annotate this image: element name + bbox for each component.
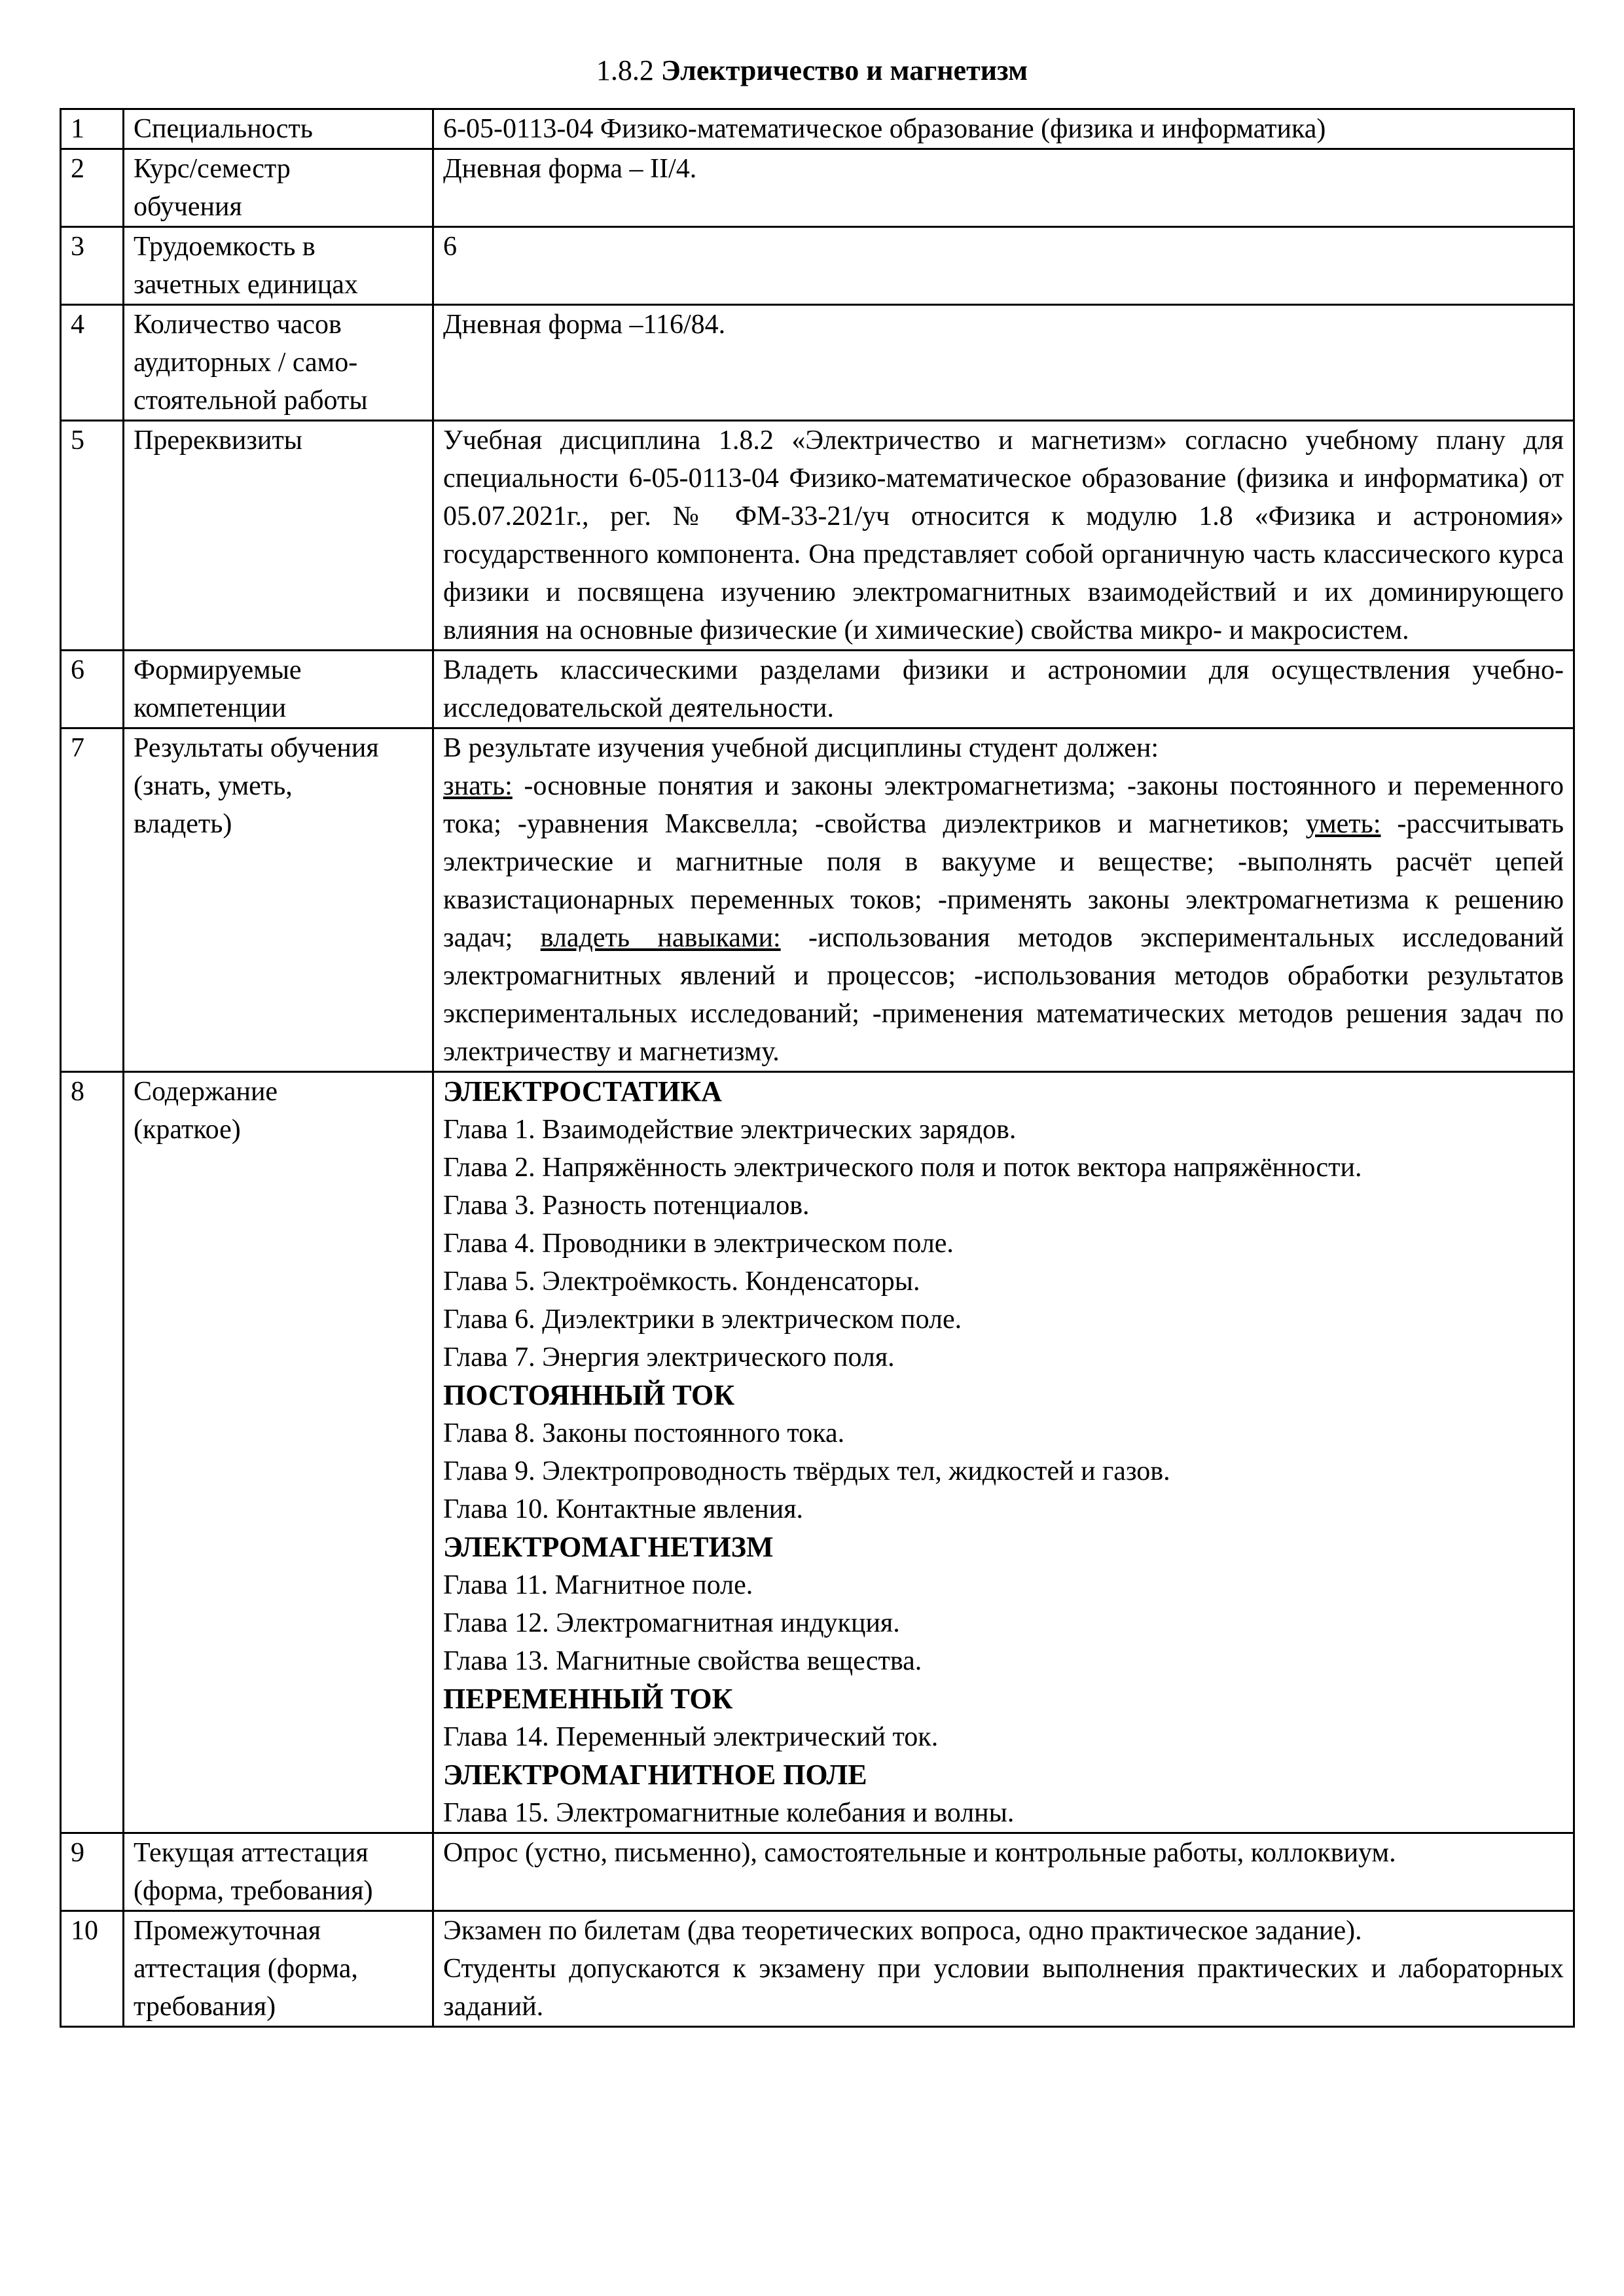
row-number: 7: [61, 728, 124, 1072]
title-number: 1.8.2: [596, 54, 654, 86]
row-label: Текущая аттестация (форма, требования): [124, 1833, 433, 1911]
chapter-item: Глава 10. Контактные явления.: [443, 1494, 804, 1524]
chapter-item: Глава 4. Проводники в электрическом поле.: [443, 1229, 954, 1259]
admission-line: Студенты допускаются к экзамену при условии выполнения практических и лабораторных заданий.: [443, 1954, 1564, 2022]
row-value: Дневная форма – II/4.: [433, 149, 1574, 227]
table-row: [61, 1833, 1574, 1911]
row-value: 6: [433, 227, 1574, 305]
row-number: 9: [61, 1833, 124, 1911]
row-number: 6: [61, 651, 124, 728]
row-label: Результаты обучения (знать, уметь, владеть): [124, 728, 433, 1072]
chapter-item: Глава 8. Законы постоянного тока.: [443, 1418, 845, 1448]
chapter-item: Глава 14. Переменный электрический ток.: [443, 1722, 939, 1752]
chapter-item: Глава 9. Электропроводность твёрдых тел, жидкостей и газов.: [443, 1456, 1170, 1486]
row-value: [433, 1072, 1574, 1833]
row-number: 2: [61, 149, 124, 227]
table-row: [61, 728, 1574, 1072]
chapter-item: Глава 1. Взаимодействие электрических зарядов.: [443, 1115, 1017, 1145]
row-label: Трудоемкость в зачетных единицах: [124, 227, 433, 305]
table-row: [61, 1911, 1574, 2027]
table-row: [61, 109, 1574, 149]
row-label: Промежуточная аттестация (форма, требования): [124, 1911, 433, 2027]
table-row: [61, 227, 1574, 305]
row-number: 5: [61, 421, 124, 651]
know-label: знать:: [443, 771, 513, 801]
row-number: 3: [61, 227, 124, 305]
row-label: Пререквизиты: [124, 421, 433, 651]
chapter-item: Глава 12. Электромагнитная индукция.: [443, 1608, 900, 1638]
know-text: -основные понятия и законы электромагнетизма; -законы постоянного и переменного тока; -уравнения Максвелла; -свойства диэлектриков и магнетиков;: [443, 771, 1564, 839]
own-text: -использования методов экспериментальных исследований электромагнитных явлений и процессов; -использования методов обработки результатов экспериментальных исследований; -применения математических методов решения задач по электричеству и магнетизму.: [443, 923, 1564, 1067]
row-value: Дневная форма –116/84.: [433, 305, 1574, 421]
title-text: Электричество и магнетизм: [660, 54, 1028, 86]
table-row: [61, 421, 1574, 651]
chapter-item: Глава 15. Электромагнитные колебания и волны.: [443, 1798, 1015, 1828]
section-heading: ЭЛЕКТРОСТАТИКА: [443, 1075, 722, 1107]
row-number: 8: [61, 1072, 124, 1833]
section-heading: ЭЛЕКТРОМАГНИТНОЕ ПОЛЕ: [443, 1759, 867, 1791]
row-value: [433, 728, 1574, 1072]
exam-line: Экзамен по билетам (два теоретических вопроса, одно практическое задание).: [443, 1916, 1362, 1946]
chapter-item: Глава 13. Магнитные свойства вещества.: [443, 1646, 922, 1676]
row-value: Учебная дисциплина 1.8.2 «Электричество и магнетизм» согласно учебному плану для специальности 6-05-0113-04 Физико-математическое образование (физика и информатика) от 05.07.2021г., рег. № ФМ-33-21/уч относится к модулю 1.8 «Физика и астрономия» государственного компонента. Она представляет собой органичную часть классического курса физики и посвящена изучению электромагнитных взаимодействий и их доминирующего влияния на основные физические (и химические) свойства микро- и макросистем.: [433, 421, 1574, 651]
row-value: 6-05-0113-04 Физико-математическое образование (физика и информатика): [433, 109, 1574, 149]
row-number: 10: [61, 1911, 124, 2027]
row-label: Курс/семестр обучения: [124, 149, 433, 227]
row-label: Количество часов аудиторных / само-стоятельной работы: [124, 305, 433, 421]
table-row: [61, 651, 1574, 728]
table-row: [61, 149, 1574, 227]
own-label: владеть навыками:: [540, 923, 781, 953]
chapter-item: Глава 2. Напряжённость электрического поля и поток вектора напряжённости.: [443, 1153, 1362, 1183]
chapter-item: Глава 7. Энергия электрического поля.: [443, 1342, 895, 1372]
row-number: 1: [61, 109, 124, 149]
learning-outcomes-intro: В результате изучения учебной дисциплины студент должен:: [443, 733, 1159, 763]
row-label: Формируемые компетенции: [124, 651, 433, 728]
can-label: уметь:: [1305, 809, 1381, 839]
syllabus-table: [60, 108, 1575, 2028]
section-heading: ПОСТОЯННЫЙ ТОК: [443, 1379, 735, 1411]
section-heading: ЭЛЕКТРОМАГНЕТИЗМ: [443, 1531, 774, 1563]
row-label: Специальность: [124, 109, 433, 149]
section-heading: ПЕРЕМЕННЫЙ ТОК: [443, 1683, 733, 1715]
document-title: [0, 51, 1624, 90]
table-row: [61, 1072, 1574, 1833]
row-number: 4: [61, 305, 124, 421]
table-row: [61, 305, 1574, 421]
chapter-item: Глава 6. Диэлектрики в электрическом поле.: [443, 1304, 962, 1335]
chapter-item: Глава 11. Магнитное поле.: [443, 1570, 753, 1600]
can-text: -рассчитывать электрические и магнитные поля в вакууме и веществе; -выполнять расчёт цепей квазистационарных переменных токов; -применять законы электромагнетизма к решению задач;: [443, 809, 1564, 953]
own-block: [443, 923, 1564, 1067]
row-value: [433, 1911, 1574, 2027]
row-value: Опрос (устно, письменно), самостоятельные и контрольные работы, коллоквиум.: [433, 1833, 1574, 1911]
row-label: Содержание (краткое): [124, 1072, 433, 1833]
row-value: Владеть классическими разделами физики и астрономии для осуществления учебно-исследовательской деятельности.: [433, 651, 1574, 728]
chapter-item: Глава 3. Разность потенциалов.: [443, 1191, 810, 1221]
chapter-item: Глава 5. Электроёмкость. Конденсаторы.: [443, 1266, 920, 1297]
